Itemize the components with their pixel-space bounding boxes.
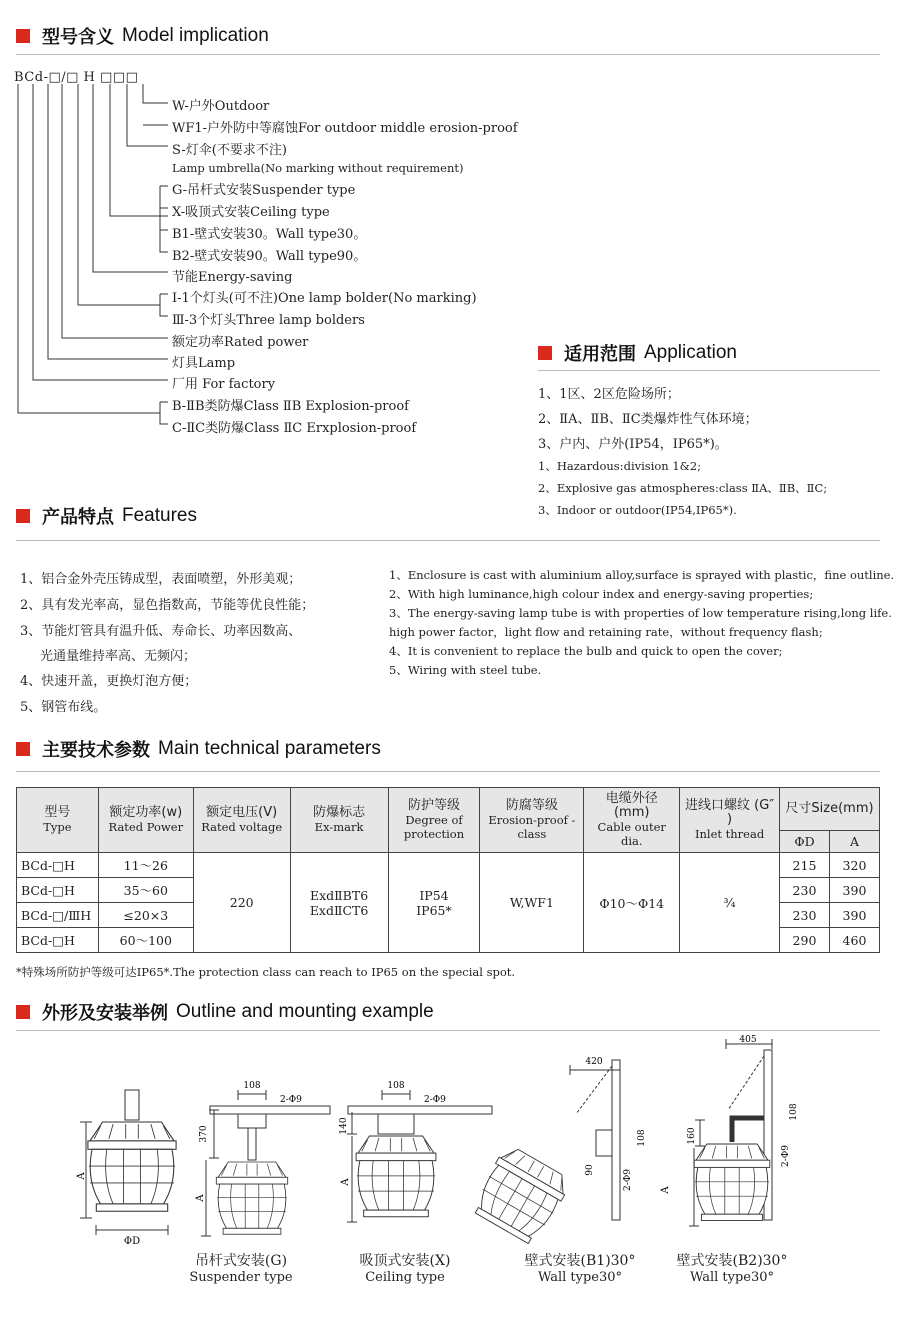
legend-one-lamp: Ⅰ-1个灯头(可不注)One lamp bolder(No marking) [172, 291, 477, 306]
drawing-ceiling [339, 1081, 492, 1222]
svg-text:2-Φ9: 2-Φ9 [781, 1145, 791, 1167]
svg-text:140: 140 [339, 1117, 349, 1135]
caption-wall-b2: 壁式安装(B2)30° Wall type30° [676, 1253, 788, 1285]
feature-en-item: 2、With high luminance,high colour index and energy-saving properties; [389, 587, 814, 601]
legend-outdoor: W-户外Outdoor [172, 99, 270, 114]
svg-text:108: 108 [789, 1103, 799, 1121]
section-marker-icon [16, 1005, 30, 1019]
svg-text:108: 108 [387, 1081, 405, 1091]
caption-wall-b1: 壁式安装(B1)30° Wall type30° [524, 1253, 636, 1285]
feature-cn-item: 光通量维持率高、无频闪； [40, 649, 197, 664]
legend-rated-power: 额定功率Rated power [172, 335, 309, 350]
protection-note: *特殊场所防护等级可达IP65*.The protection class can reach to IP65 on the special spot. [16, 965, 516, 979]
voltage-cell: 220 [193, 853, 290, 953]
legend-factory: 厂用 For factory [172, 377, 276, 392]
params-section-header [16, 737, 381, 761]
section-title-cn: 主要技术参数 [42, 740, 150, 761]
feature-en-item: 4、It is convenient to replace the bulb and quick to open the cover; [389, 644, 783, 658]
header-size-d: ΦD [780, 831, 830, 853]
section-marker-icon [16, 742, 30, 756]
exmark-cell: ExdⅡBT6 ExdⅡCT6 [290, 853, 388, 953]
table-row: BCd-□H 11～26 220 ExdⅡBT6 ExdⅡCT6 IP54 IP65* W,WF1 Φ10～Φ14 ¾ 215 320 [17, 853, 880, 878]
cable-cell: Φ10～Φ14 [584, 853, 680, 953]
section-marker-icon [16, 29, 30, 43]
section-title-cn: 外形及安装举例 [42, 1003, 168, 1024]
svg-text:A: A [660, 1186, 671, 1194]
header-size: 尺寸Size(mm) [780, 788, 880, 831]
svg-text:160: 160 [687, 1127, 697, 1145]
section-divider [16, 54, 880, 55]
svg-text:A: A [340, 1178, 351, 1186]
application-item: 3、户内、户外(IP54，IP65*)。 [538, 437, 728, 452]
drawing-pendant [76, 1090, 176, 1247]
feature-en-item: 5、Wiring with steel tube. [389, 663, 542, 677]
legend-three-lamp: Ⅲ-3个灯头Three lamp bolders [172, 313, 365, 328]
svg-text:A: A [195, 1194, 206, 1202]
header-erosion: 防腐等级 Erosion-proof -class [480, 788, 584, 853]
legend-suspender: G-吊杆式安装Suspender type [172, 183, 356, 198]
legend-class-c: C-ⅡC类防爆Class ⅡC Erxplosion-proof [172, 421, 417, 436]
application-item-en: 2、Explosive gas atmospheres:class ⅡA、ⅡB、ⅡC; [538, 481, 828, 495]
header-size-a: A [829, 831, 879, 853]
section-title-en: Outline and mounting example [176, 1001, 434, 1022]
svg-text:108: 108 [637, 1129, 647, 1147]
feature-cn-item: 5、钢管布线。 [20, 700, 107, 715]
legend-wall30: B1-壁式安装30。Wall type30。 [172, 227, 367, 242]
outline-section-header [16, 1000, 434, 1024]
svg-text:2-Φ9: 2-Φ9 [424, 1095, 446, 1105]
section-title-cn: 产品特点 [42, 507, 114, 528]
drawing-wall-b1 [469, 1057, 647, 1247]
drawing-suspender [195, 1081, 330, 1236]
mounting-drawings [0, 1030, 900, 1255]
feature-cn-item: 4、快速开盖，更换灯泡方便； [20, 674, 198, 689]
model-section-header [16, 24, 269, 48]
feature-en-item: 1、Enclosure is cast with aluminium alloy,surface is sprayed with plastic，fine outline. [389, 568, 895, 582]
section-title-en: Main technical parameters [158, 738, 381, 759]
protection-cell: IP54 IP65* [388, 853, 480, 953]
header-thread: 进线口螺纹 (G″ ) Inlet thread [680, 788, 780, 853]
section-divider [538, 370, 880, 371]
legend-wall90: B2-壁式安装90。Wall type90。 [172, 249, 367, 264]
section-title-en: Model implication [122, 25, 269, 46]
caption-ceiling: 吸顶式安装(X) Ceiling type [359, 1253, 451, 1285]
feature-cn-item: 2、具有发光率高，显色指数高，节能等优良性能； [20, 598, 315, 613]
erosion-cell: W,WF1 [480, 853, 584, 953]
features-section-header [16, 504, 197, 528]
header-cable: 电缆外径 (mm) Cable outer dia. [584, 788, 680, 853]
svg-text:2-Φ9: 2-Φ9 [623, 1169, 633, 1191]
header-type: 型号 Type [17, 788, 99, 853]
dim-phid-label: ΦD [123, 1236, 141, 1247]
parameters-table [16, 787, 880, 953]
legend-energy-saving: 节能Energy-saving [172, 270, 293, 285]
drawing-wall-b2 [660, 1035, 799, 1226]
model-code: BCd-□/□ H □□□ [14, 70, 139, 85]
section-marker-icon [538, 346, 552, 360]
legend-umbrella: S-灯伞(不要求不注) [172, 143, 287, 158]
section-title-cn: 适用范围 [564, 344, 636, 365]
dim-a-label: A [76, 1172, 87, 1180]
feature-cn-item: 1、铝合金外壳压铸成型，表面喷塑，外形美观； [20, 572, 302, 587]
dim-370-label: 370 [199, 1125, 209, 1143]
legend-lamp: 灯具Lamp [172, 356, 236, 371]
section-divider [16, 540, 880, 541]
header-voltage: 额定电压(V) Rated voltage [193, 788, 290, 853]
table-row: BCd-□/ⅢH ≤20×3 230 390 [17, 903, 880, 928]
dim-108-label: 108 [243, 1081, 261, 1091]
feature-cn-item: 3、节能灯管具有温升低、寿命长、功率因数高、 [20, 624, 302, 639]
svg-text:405: 405 [739, 1035, 757, 1045]
thread-cell: ¾ [680, 853, 780, 953]
svg-text:90: 90 [585, 1164, 595, 1176]
header-protection: 防护等级 Degree of protection [388, 788, 480, 853]
application-item: 2、ⅡA、ⅡB、ⅡC类爆炸性气体环境； [538, 412, 758, 427]
section-marker-icon [16, 509, 30, 523]
header-exmark: 防爆标志 Ex-mark [290, 788, 388, 853]
section-title-cn: 型号含义 [42, 27, 114, 48]
section-title-en: Application [644, 342, 737, 363]
section-divider [16, 771, 880, 772]
table-row: BCd-□H 35～60 230 390 [17, 878, 880, 903]
svg-text:420: 420 [585, 1057, 603, 1067]
table-row: BCd-□H 60～100 290 460 [17, 928, 880, 953]
legend-outdoor-erosion: WF1-户外防中等腐蚀For outdoor middle erosion-proof [172, 121, 518, 136]
dim-2phi9-label: 2-Φ9 [280, 1095, 302, 1105]
legend-umbrella-en: Lamp umbrella(No marking without requirement) [172, 161, 464, 175]
caption-suspender: 吊杆式安装(G) Suspender type [189, 1253, 293, 1285]
application-item: 1、1区、2区危险场所； [538, 387, 680, 402]
feature-en-item: 3、The energy-saving lamp tube is with properties of low temperature rising,long life. [389, 606, 892, 620]
application-section-header [538, 341, 737, 365]
section-title-en: Features [122, 505, 197, 526]
application-item-en: 3、Indoor or outdoor(IP54,IP65*). [538, 503, 737, 517]
legend-ceiling: X-吸顶式安装Ceiling type [172, 205, 330, 220]
model-bracket-tree [0, 80, 180, 440]
application-item-en: 1、Hazardous:division 1&2; [538, 459, 702, 473]
header-power: 额定功率(w) Rated Power [98, 788, 193, 853]
legend-class-b: B-ⅡB类防爆Class ⅡB Explosion-proof [172, 399, 409, 414]
feature-en-item: high power factor，light flow and retaining rate，without frequency flash; [389, 625, 823, 639]
